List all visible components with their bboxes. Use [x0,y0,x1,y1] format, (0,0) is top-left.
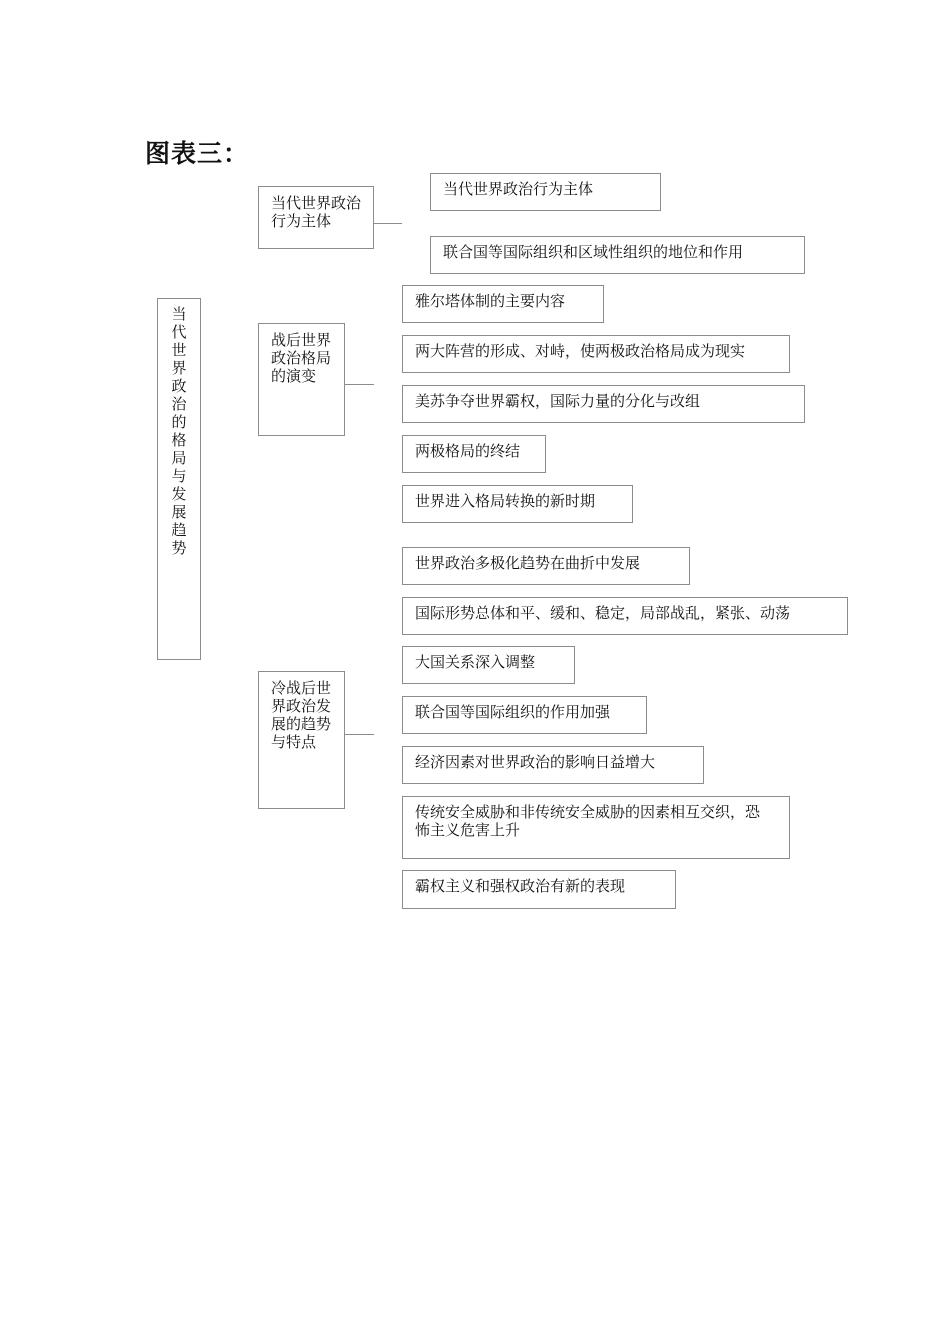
leaf-node-label: 雅尔塔体制的主要内容 [415,292,566,310]
leaf-node [402,796,790,859]
branch-node-postcoldwar-label: 冷战后世界政治发展的趋势与特点 [271,679,332,751]
branch-node-postwar-label: 战后世界政治格局的演变 [271,331,332,385]
leaf-node-label: 两大阵营的形成、对峙，使两极政治格局成为现实 [415,342,746,360]
leaf-node-label: 经济因素对世界政治的影响日益增大 [415,753,656,771]
leaf-node [402,547,690,585]
leaf-node-label: 世界政治多极化趋势在曲折中发展 [415,554,641,572]
leaf-node-label: 国际形势总体和平、缓和、稳定，局部战乱，紧张、动荡 [415,604,791,622]
leaf-node-label: 传统安全威胁和非传统安全威胁的因素相互交织，恐怖主义危害上升 [415,803,761,839]
root-node [157,298,201,660]
branch-node-actors-label: 当代世界政治行为主体 [271,194,362,230]
leaf-node [402,746,704,784]
leaf-node [402,285,604,323]
root-node-label: 当代世界政治的格局与发展趋势 [171,305,187,557]
leaf-node [430,236,805,274]
leaf-node-label: 联合国等国际组织的作用加强 [415,703,611,721]
leaf-node-label: 当代世界政治行为主体 [443,180,594,198]
leaf-node [402,435,546,473]
connector-line [345,734,374,735]
branch-node-actors [258,186,374,249]
branch-node-postwar [258,323,345,436]
connector-line [374,223,402,224]
leaf-node-label: 联合国等国际组织和区域性组织的地位和作用 [443,243,744,261]
leaf-node [402,870,676,909]
leaf-node [402,646,575,684]
leaf-node [402,485,633,523]
leaf-node-label: 美苏争夺世界霸权，国际力量的分化与改组 [415,392,701,410]
leaf-node [430,173,661,211]
leaf-node [402,385,805,423]
leaf-node-label: 世界进入格局转换的新时期 [415,492,596,510]
leaf-node-label: 两极格局的终结 [415,442,521,460]
leaf-node [402,335,790,373]
leaf-node-label: 霸权主义和强权政治有新的表现 [415,877,626,895]
leaf-node [402,696,647,734]
branch-node-postcoldwar [258,671,345,809]
figure-heading: 图表三： [145,139,250,168]
connector-line [345,384,374,385]
leaf-node-label: 大国关系深入调整 [415,653,536,671]
leaf-node [402,597,848,635]
